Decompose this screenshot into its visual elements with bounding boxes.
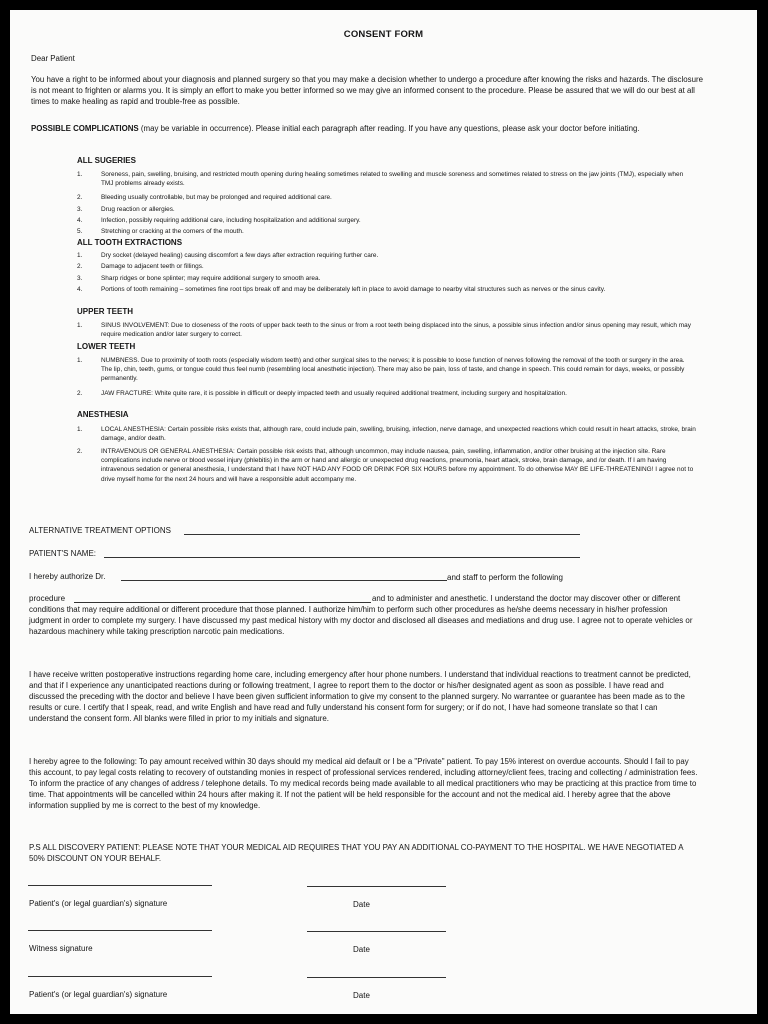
list-item: 3. Sharp ridges or bone splinter; may require additional surgery to smooth area. — [77, 275, 321, 282]
list-item: 4. Portions of tooth remaining – sometimes fine root tips break off and may be deliberately left in place to avoid damage to nearby vital structures such as nerves or the sinus cavity. — [77, 286, 606, 293]
ps-note: P.S ALL DISCOVERY PATIENT: PLEASE NOTE THAT YOUR MEDICAL AID REQUIRES THAT YOU PAY AN ADDITIONAL CO-PAYMENT TO THE HOSPITAL. WE HAVE NEGOTIATED A 50% DISCOUNT ON YOUR BEHALF. — [29, 843, 684, 863]
section-heading-tooth-extractions: ALL TOOTH EXTRACTIONS — [77, 238, 183, 247]
list-item: 1. Dry socket (delayed healing) causing discomfort a few days after extraction requiring further care. — [77, 252, 379, 259]
section-heading-all-surgeries: ALL SUGERIES — [77, 156, 136, 165]
signature-line[interactable] — [28, 976, 212, 977]
signature-line[interactable] — [28, 885, 212, 886]
list-item: 1. Soreness, pain, swelling, bruising, and restricted mouth opening during healing sometimes related to swelling and muscle soreness and sometimes related to stress on the jaw joints (TMJ), especially when TMJ problems already exists. — [77, 171, 684, 188]
alternative-treatment-label: ALTERNATIVE TREATMENT OPTIONS — [29, 526, 171, 535]
payment-paragraph: I hereby agree to the following: To pay amount received within 30 days should my medical aid default or I be a "Private" patient. To pay 15% interest on overdue accounts. Should I fail to pay this account, to pay legal costs relating to recovery of outstanding monies in respect of professional services rendered, including attorney/client fees, tracing and collecting / administration fees. To inform the practice of any changes of address / telephone details. To my medical records being made available to all medical practitioners who may be practicing at this practice from time to time. That appointments will be cancelled within 24 hours after making it. If not the patient will be held responsible for the account and not the medical aid. I hereby agree that the above information supplied by me is correct to the best of my knowledge. — [29, 757, 698, 810]
doctor-name-line[interactable] — [121, 580, 447, 581]
authorize-prefix: I hereby authorize Dr. — [29, 572, 106, 581]
complications-intro: (may be variable in occurrence). Please initial each paragraph after reading. If you have any questions, please ask your doctor before initiating. — [138, 124, 640, 133]
patient-name-label: PATIENT'S NAME: — [29, 549, 97, 558]
list-item: 5. Stretching or cracking at the corners of the mouth. — [77, 228, 244, 235]
date-label: Date — [353, 900, 370, 909]
complications-paragraph — [31, 123, 703, 134]
list-item: 3. Drug reaction or allergies. — [77, 206, 175, 213]
salutation: Dear Patient — [31, 54, 75, 63]
date-label: Date — [353, 991, 370, 1000]
list-item: 1. SINUS INVOLVEMENT: Due to closeness of the roots of upper back teeth to the sinus or from a root teeth being displaced into the sinus, a possible sinus infection and/or sinus opening may result, which may require medication and/or later surgery to correct. — [77, 322, 691, 339]
consent-form-page — [10, 10, 757, 1014]
list-item: 2. Damage to adjacent teeth or fillings. — [77, 263, 204, 270]
signature-label: Patient's (or legal guardian's) signature — [29, 990, 168, 999]
date-line[interactable] — [307, 977, 446, 978]
section-heading-upper-teeth: UPPER TEETH — [77, 307, 134, 316]
procedure-text: and to administer and anesthetic. I understand the doctor may discover other or different conditions that may require additional or different procedure that those planned. I authorize him/him to perform such other procedures as he/she deems necessary in his/her profession judgment in order to complete my surgery. I have discussed my past medical history with my doctor and disclosed all diseases and mediations and drug use. I agree not to operate vehicles or hazardous machinery while taking prescription narcotic pain medications. — [29, 594, 693, 636]
witness-signature-line[interactable] — [28, 930, 212, 931]
authorize-suffix: and staff to perform the following — [447, 573, 563, 582]
postoperative-paragraph: I have receive written postoperative instructions regarding home care, including emergency after hour phone numbers. I understand that individual reactions to treatment cannot be predicted, and that if I experience any unanticipated reactions during or following treatment, I agree to report them to the doctor or his/her designated agent as soon as possible. I have read and discussed the preceding with the doctor and believe I have been given sufficient information to give my consent to the planned surgery. No warrantee or guarantee has been made as to the results or cure. I certify that I speak, read, and write English and have read and fully understand his consent form for surgery; or if do not, I have had someone translate so that I can understand the consent form. All blanks were filled in prior to my initials and signature. — [29, 670, 691, 723]
section-heading-lower-teeth: LOWER TEETH — [77, 342, 136, 351]
intro-paragraph: You have a right to be informed about your diagnosis and planned surgery so that you may make a decision whether to undergo a procedure after knowing the risks and hazards. The disclosure is not meant to frighten or alarms you. It is simply an effort to make you better informed so we may give an informed consent to the procedure. Please be assured that we will do our best at all times to make healing as rapid and trouble-free as possible. — [31, 75, 703, 106]
procedure-label: procedure — [29, 594, 66, 603]
list-item: 2. INTRAVENOUS OR GENERAL ANESTHESIA: Certain possible risk exists that, although uncommon, may include nausea, pain, swelling, inflammation, and/or other bruising at the injection site. Rare complications include nerve or blood vessel injury (phlebitis) in the arm or hand and allergic or unexpected drug reactions, pneumonia, heart attack, stroke, brain damage, and /or death. If I am having intravenous sedation or general anesthesia, I understand that I have NOT HAD ANY FOOD OR DRINK FOR SIX HOURS before my appointment. To do otherwise MAY BE LIFE-THREATENING! I agree not to drive myself home for the next 24 hours and will have a responsible adult accompany me. — [77, 448, 694, 483]
list-item: 4. Infection, possibly requiring additional care, including hospitalization and additional surgery. — [77, 217, 361, 224]
date-line[interactable] — [307, 886, 446, 887]
signature-label: Patient's (or legal guardian's) signature — [29, 899, 168, 908]
patient-name-line[interactable] — [104, 557, 580, 558]
list-item: 1. NUMBNESS. Due to proximity of tooth roots (especially wisdom teeth) and other surgical sites to the nerves; it is possible to loose function of nerves following the removal of the tooth or surgery in the area. The lip, chin, teeth, gums, or tongue could thus feel numb (resembling local anesthetic injection). There may also be pain, loss of taste, and change in speech. This could remain for days, weeks, or possibly permanently. — [77, 357, 685, 383]
section-heading-anesthesia: ANESTHESIA — [77, 410, 129, 419]
witness-signature-label: Witness signature — [29, 944, 93, 953]
date-line[interactable] — [307, 931, 446, 932]
alternative-treatment-line[interactable] — [184, 534, 580, 535]
complications-heading: POSSIBLE COMPLICATIONS — [31, 124, 139, 133]
list-item: 2. Bleeding usually controllable, but may be prolonged and required additional care. — [77, 194, 332, 201]
date-label: Date — [353, 945, 370, 954]
list-item: 2. JAW FRACTURE: White quite rare, it is possible in difficult or deeply impacted teeth and usually required additional treatment, including surgery and hospitalization. — [77, 390, 567, 397]
list-item: 1. LOCAL ANESTHESIA: Certain possible risks exists that, although rare, could include pain, swelling, bruising, infection, nerve damage, and unexpected reactions which could result in heart attacks, stroke, brain damage, and/or death. — [77, 426, 696, 443]
form-title: CONSENT FORM — [343, 29, 424, 40]
